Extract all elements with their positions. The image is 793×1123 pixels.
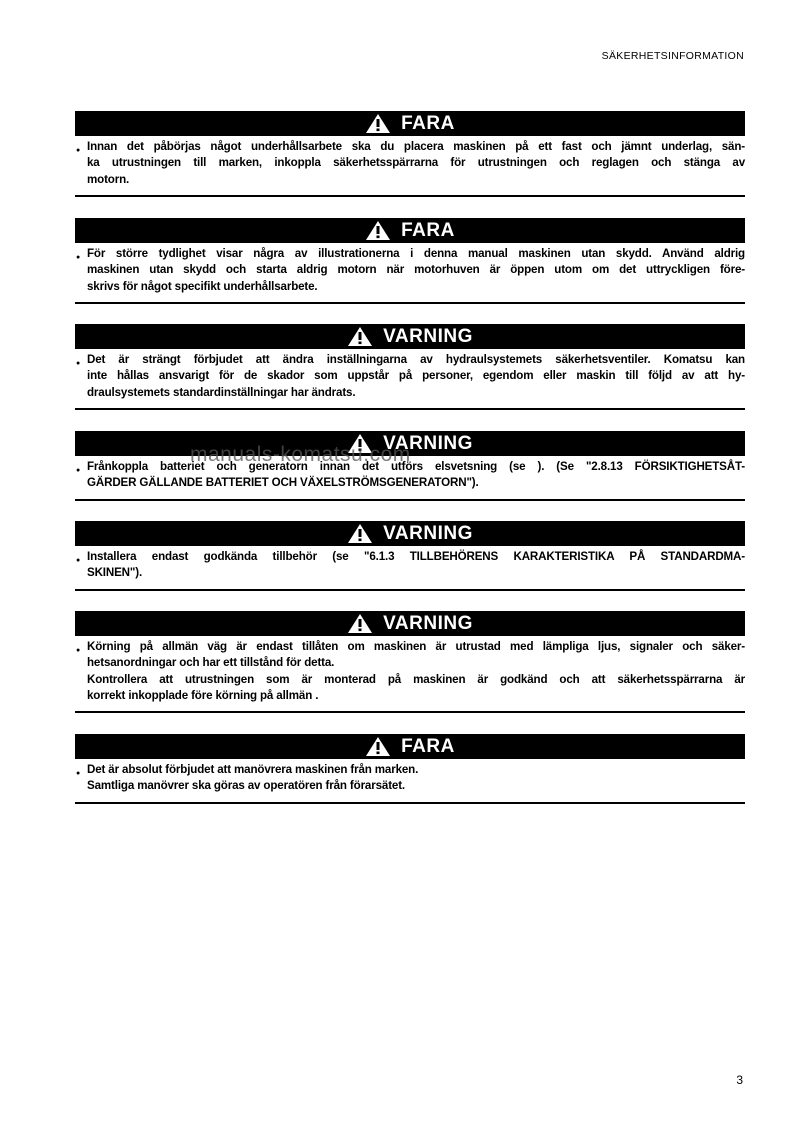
notice-varning [75,521,745,591]
notice-body [75,759,745,795]
notice-level: FARA [401,219,455,241]
notice-text-line: maskinen utan skydd och starta aldrig motorn när motorhuven är öppen utom om det uttryckligen före- [87,263,745,277]
notice-header [75,324,745,349]
divider [75,408,745,410]
notice-header [75,111,745,136]
notice-fara [75,111,745,197]
notice-header [75,611,745,636]
warning-triangle-icon [365,736,391,757]
warning-triangle-icon [347,326,373,347]
divider [75,195,745,197]
notice-text-line: inte hållas ansvarigt för de skador som uppstår på personer, egendom eller maskin till följd av att hy- [87,369,745,383]
bullet-dot: ● [76,254,81,261]
notice-body [75,349,745,401]
notice-text-line: Körning på allmän väg är endast tillåten om maskinen är utrustad med lämpliga ljus, signaler och säker- [87,640,745,653]
notice-level: VARNING [383,522,473,544]
bullet-dot: ● [76,360,81,367]
notice-varning [75,324,745,410]
notice-varning [75,611,745,713]
notice-text-line: skrivs för något specifikt underhållsarbete. [87,279,318,293]
notice-header [75,521,745,546]
notice-level: FARA [401,112,455,134]
notice-text-line: Det är strängt förbjudet att ändra inställningarna av hydraulsystemets säkerhetsventiler. Komatsu kan [87,353,745,366]
notice-text-line: hetsanordningar och har ett tillstånd för detta. [87,656,335,670]
bullet-dot: ● [76,770,81,777]
notice-level: VARNING [383,432,473,454]
divider [75,802,745,804]
divider [75,589,745,591]
notice-text-line: Det är absolut förbjudet att manövrera maskinen från marken. [87,763,419,776]
notice-body [75,243,745,295]
warning-triangle-icon [347,523,373,544]
notice-fara [75,734,745,804]
divider [75,499,745,501]
notice-body [75,636,745,704]
notice-body [75,136,745,188]
watermark: manuals-komatsu.com [190,443,411,466]
notice-text-line: korrekt inkopplade före körning på allmän . [87,688,319,702]
notice-header [75,734,745,759]
notice-text-line: Samtliga manövrer ska göras av operatören från förarsätet. [87,779,405,793]
divider [75,302,745,304]
notice-text-line: SKINEN"). [87,566,143,580]
notice-level: VARNING [383,612,473,634]
notice-text-line: motorn. [87,172,130,186]
bullet-dot: ● [76,147,81,154]
notice-text-line: För större tydlighet visar några av illustrationerna i denna manual maskinen utan skydd. Använd aldrig [87,247,745,260]
warning-triangle-icon [365,113,391,134]
notice-text-line: Frånkoppla batteriet och generatorn innan det utförs elsvetsning (se ). (Se "2.8.13 FÖRSIKTIGHETSÅT- [87,460,745,473]
notice-fara [75,218,745,304]
notice-header [75,218,745,243]
notice-text-line: GÄRDER GÄLLANDE BATTERIET OCH VÄXELSTRÖMSGENERATORN"). [87,476,479,490]
bullet-dot: ● [76,557,81,564]
bullet-dot: ● [76,467,81,474]
warning-triangle-icon [365,220,391,241]
notice-text-line: ka utrustningen till marken, inkoppla säkerhetsspärrarna för utrustningen och reglagen och stänga av [87,156,745,170]
warning-triangle-icon [347,613,373,634]
divider [75,711,745,713]
notice-level: VARNING [383,325,473,347]
notice-level: FARA [401,735,455,757]
running-header: SÄKERHETSINFORMATION [601,50,744,62]
notice-text-line: Installera endast godkända tillbehör (se "6.1.3 TILLBEHÖRENS KARAKTERISTIKA PÅ STANDARDMA- [87,550,745,563]
bullet-dot: ● [76,647,81,654]
page-number: 3 [736,1073,743,1087]
notice-text-line: Innan det påbörjas något underhållsarbete ska du placera maskinen på ett fast och jämnt underlag, sän- [87,140,745,153]
notice-text-line: draulsystemets standardinställningar har ändrats. [87,385,356,399]
notice-text-line: Kontrollera att utrustningen som är monterad på maskinen är godkänd och att säkerhetsspärrarna är [87,672,745,686]
notice-body [75,546,745,582]
